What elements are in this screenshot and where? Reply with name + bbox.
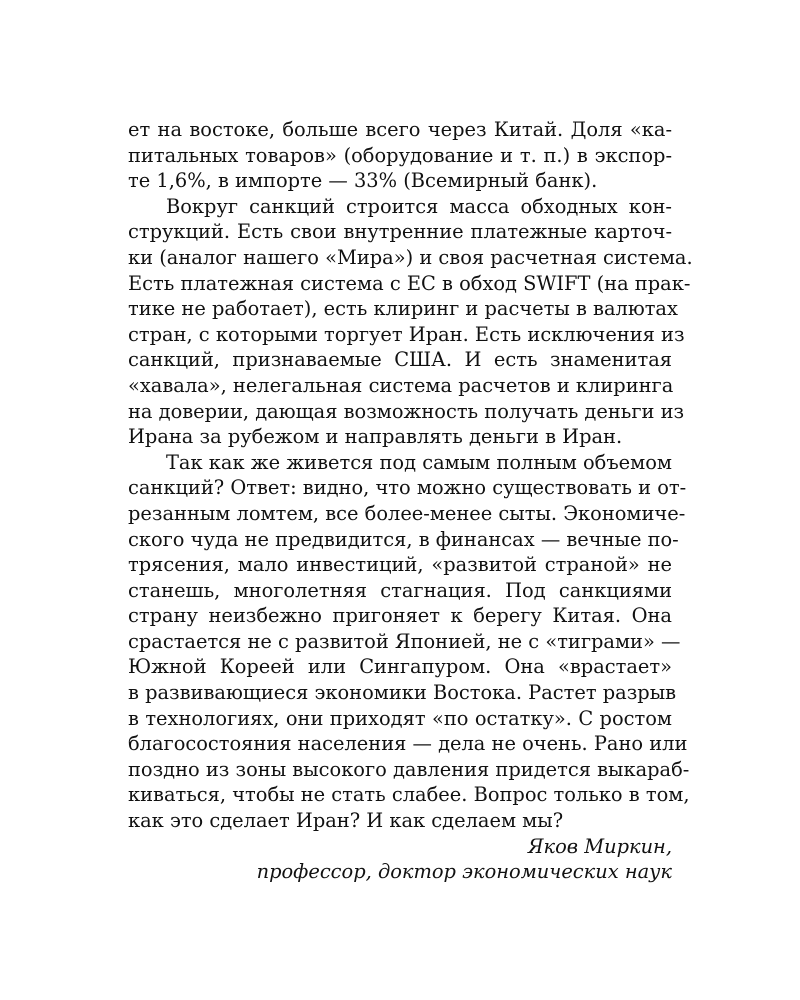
text-line: трясения, мало инвестиций, «развитой страной» не (128, 553, 672, 577)
text-line: санкций? Ответ: видно, что можно существовать и от- (128, 476, 687, 500)
text-line: киваться, чтобы не стать слабее. Вопрос только в том, (128, 783, 690, 807)
text-line: поздно из зоны высокого давления придется выкараб- (128, 757, 690, 781)
text-line: тике не работает), есть клиринг и расчеты в валютах (128, 297, 678, 321)
paragraph (128, 450, 690, 834)
text-line: срастается не с развитой Японией, не с «тиграми» — (128, 629, 681, 653)
author-title: профессор, доктор экономических наук (256, 860, 672, 884)
text-line: питальных товаров» (оборудование и т. п.) в экспор- (128, 143, 672, 167)
article-text (128, 117, 693, 885)
text-line: ки (аналог нашего «Мира») и своя расчетная система. (128, 245, 693, 269)
paragraph (128, 117, 672, 194)
text-line: стран, с которыми торгует Иран. Есть исключения из (128, 322, 685, 346)
text-line: те 1,6%, в импорте — 33% (Всемирный банк). (128, 169, 598, 193)
text-line: санкций, признаваемые США. И есть знаменитая (128, 348, 672, 372)
text-line: Вокруг санкций строится масса обходных кон- (166, 194, 672, 218)
author-name: Яков Миркин, (527, 834, 672, 858)
text-line: Ирана за рубежом и направлять деньги в Иран. (128, 425, 623, 449)
text-line: страну неизбежно пригоняет к берегу Китая. Она (128, 604, 672, 628)
text-line: благосостояния населения — дела не очень. Рано или (128, 732, 688, 756)
author-signature (128, 834, 672, 885)
text-line: в технологиях, они приходят «по остатку». С ростом (128, 706, 672, 730)
text-line: резанным ломтем, все более-менее сыты. Экономиче- (128, 501, 686, 525)
text-line: станешь, многолетняя стагнация. Под санкциями (128, 578, 672, 602)
text-line: «хавала», нелегальная система расчетов и клиринга (128, 373, 674, 397)
text-line: как это сделает Иран? И как сделаем мы? (128, 809, 564, 833)
text-line: ского чуда не предвидится, в финансах — вечные по- (128, 527, 679, 551)
text-line: Южной Кореей или Сингапуром. Она «врастает» (128, 655, 672, 679)
paragraph (128, 194, 693, 450)
text-line: на доверии, дающая возможность получать деньги из (128, 399, 685, 423)
text-line: Так как же живется под самым полным объемом (166, 450, 672, 474)
text-line: в развивающиеся экономики Востока. Растет разрыв (128, 681, 677, 705)
text-line: Есть платежная система с ЕС в обход SWIFT (на прак- (128, 271, 691, 295)
text-line: ет на востоке, больше всего через Китай. Доля «ка- (128, 118, 672, 141)
text-line: струкций. Есть свои внутренние платежные карточ- (128, 220, 672, 244)
